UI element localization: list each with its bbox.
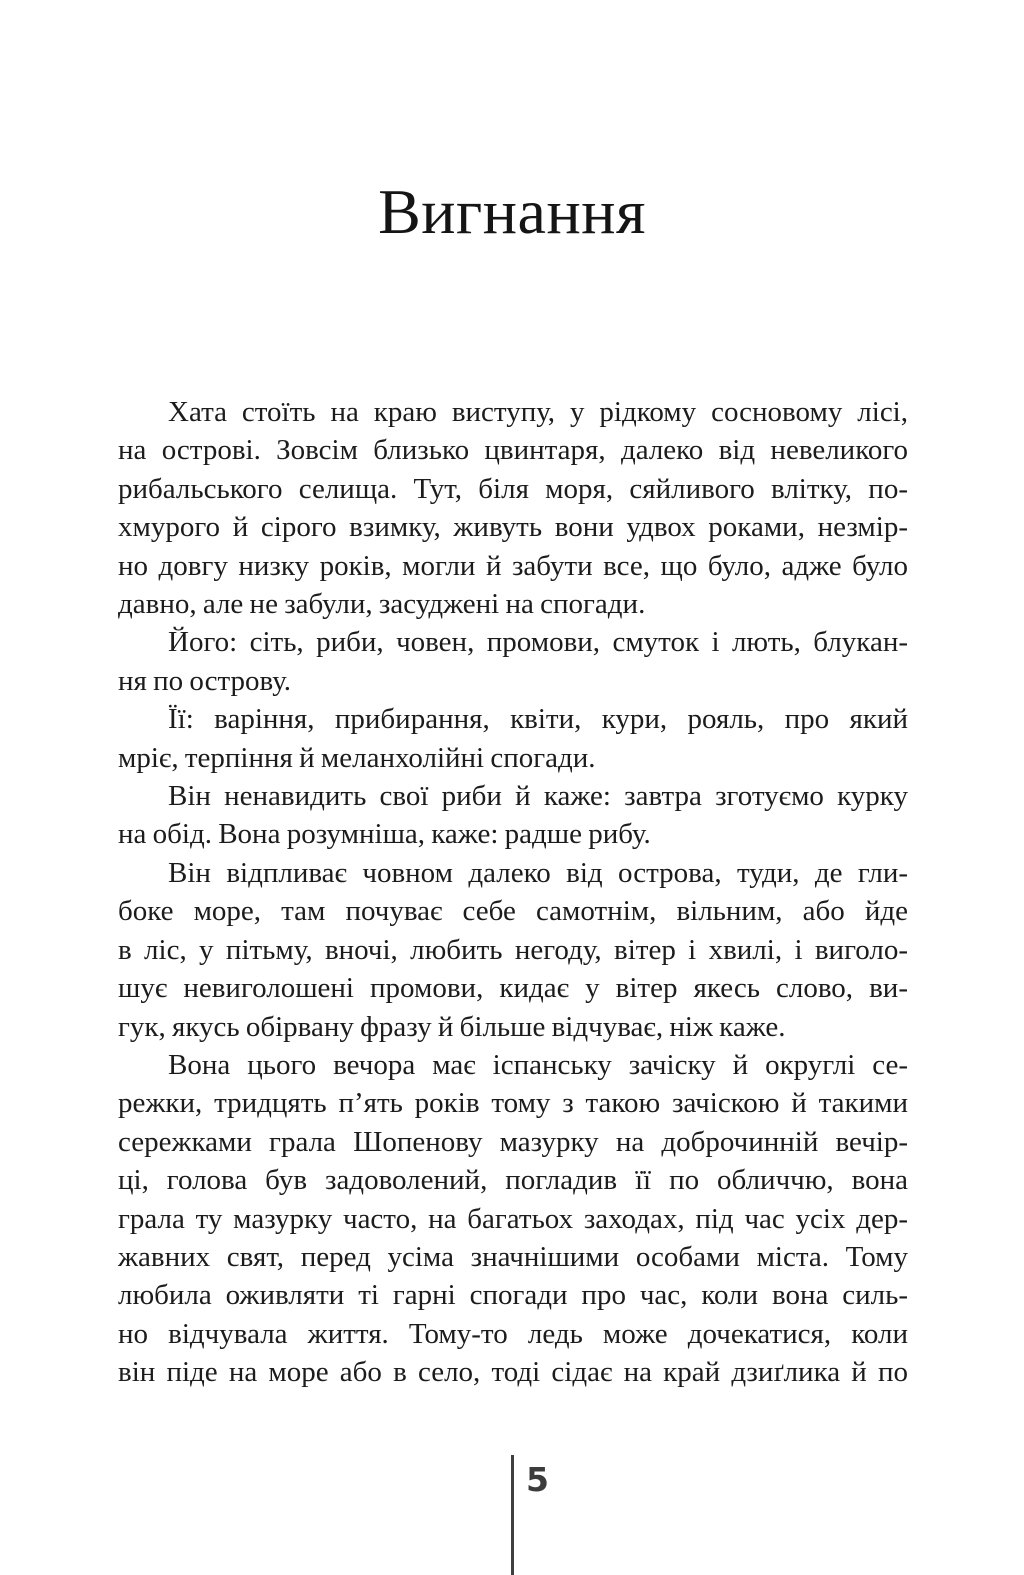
text-line: боке море, там почуває себе самотнім, вільним, або йде	[118, 895, 908, 928]
text-line: давно, але не забули, засуджені на спогади.	[118, 588, 646, 621]
text-line: ці, голова був задоволений, погладив її по обличчю, вона	[118, 1164, 908, 1197]
text-line: на обід. Вона розумніша, каже: радше рибу.	[118, 818, 651, 851]
text-line: Хата стоїть на краю виступу, у рідкому сосновому лісі,	[168, 396, 908, 428]
text-line: в ліс, у пітьму, вночі, любить негоду, вітер і хвилі, і виголо-	[118, 933, 908, 966]
paragraph	[118, 777, 908, 854]
footer-rule	[511, 1455, 514, 1575]
text-line: жавних свят, перед усіма значнішими особами міста. Тому	[118, 1240, 908, 1273]
paragraph	[118, 700, 908, 777]
paragraph	[118, 854, 908, 1046]
paragraph	[118, 623, 908, 700]
text-line: Він ненавидить свої риби й каже: завтра зготуємо курку	[168, 780, 908, 813]
text-line: Він відпливає човном далеко від острова, туди, де гли-	[168, 856, 908, 889]
paragraph	[118, 393, 908, 623]
text-line: Вона цього вечора має іспанську зачіску й округлі се-	[168, 1048, 908, 1081]
text-line: шує невиголошені промови, кидає у вітер якесь слово, ви-	[118, 972, 908, 1005]
text-line: рибальського селища. Тут, біля моря, сяйливого влітку, по-	[118, 472, 908, 505]
text-line: ня по острову.	[118, 664, 292, 697]
text-line: гук, якусь обірвану фразу й більше відчуває, ніж каже.	[118, 1010, 786, 1043]
text-line: любила оживляти ті гарні спогади про час, коли вона силь-	[118, 1279, 908, 1312]
text-line: на острові. Зовсім близько цвинтаря, далеко від невеликого	[118, 434, 908, 467]
text-line: режки, тридцять п’ять років тому з такою зачіскою й такими	[118, 1087, 908, 1120]
body-text	[118, 393, 908, 1392]
text-line: він піде на море або в село, тоді сідає на край дзиґлика й по	[118, 1356, 908, 1389]
text-line: хмурого й сірого взимку, живуть вони удвох роками, незмір-	[118, 511, 908, 544]
text-line: грала ту мазурку часто, на багатьох заходах, під час усіх дер-	[118, 1202, 908, 1235]
text-line: мріє, терпіння й меланхолійні спогади.	[118, 741, 596, 774]
text-line: но відчувала життя. Тому-то ледь може дочекатися, коли	[118, 1317, 908, 1350]
text-line: сережками грала Шопенову мазурку на доброчинній вечір-	[118, 1125, 908, 1158]
paragraph	[118, 1046, 908, 1392]
text-line: но довгу низку років, могли й забути все, що було, адже було	[118, 549, 908, 582]
text-line: Її: варіння, прибирання, квіти, кури, рояль, про який	[168, 703, 908, 736]
page-title: Вигнання	[378, 175, 646, 247]
text-line: Його: сіть, риби, човен, промови, смуток і лють, блукан-	[168, 626, 908, 659]
page-number: 5	[526, 1460, 549, 1499]
